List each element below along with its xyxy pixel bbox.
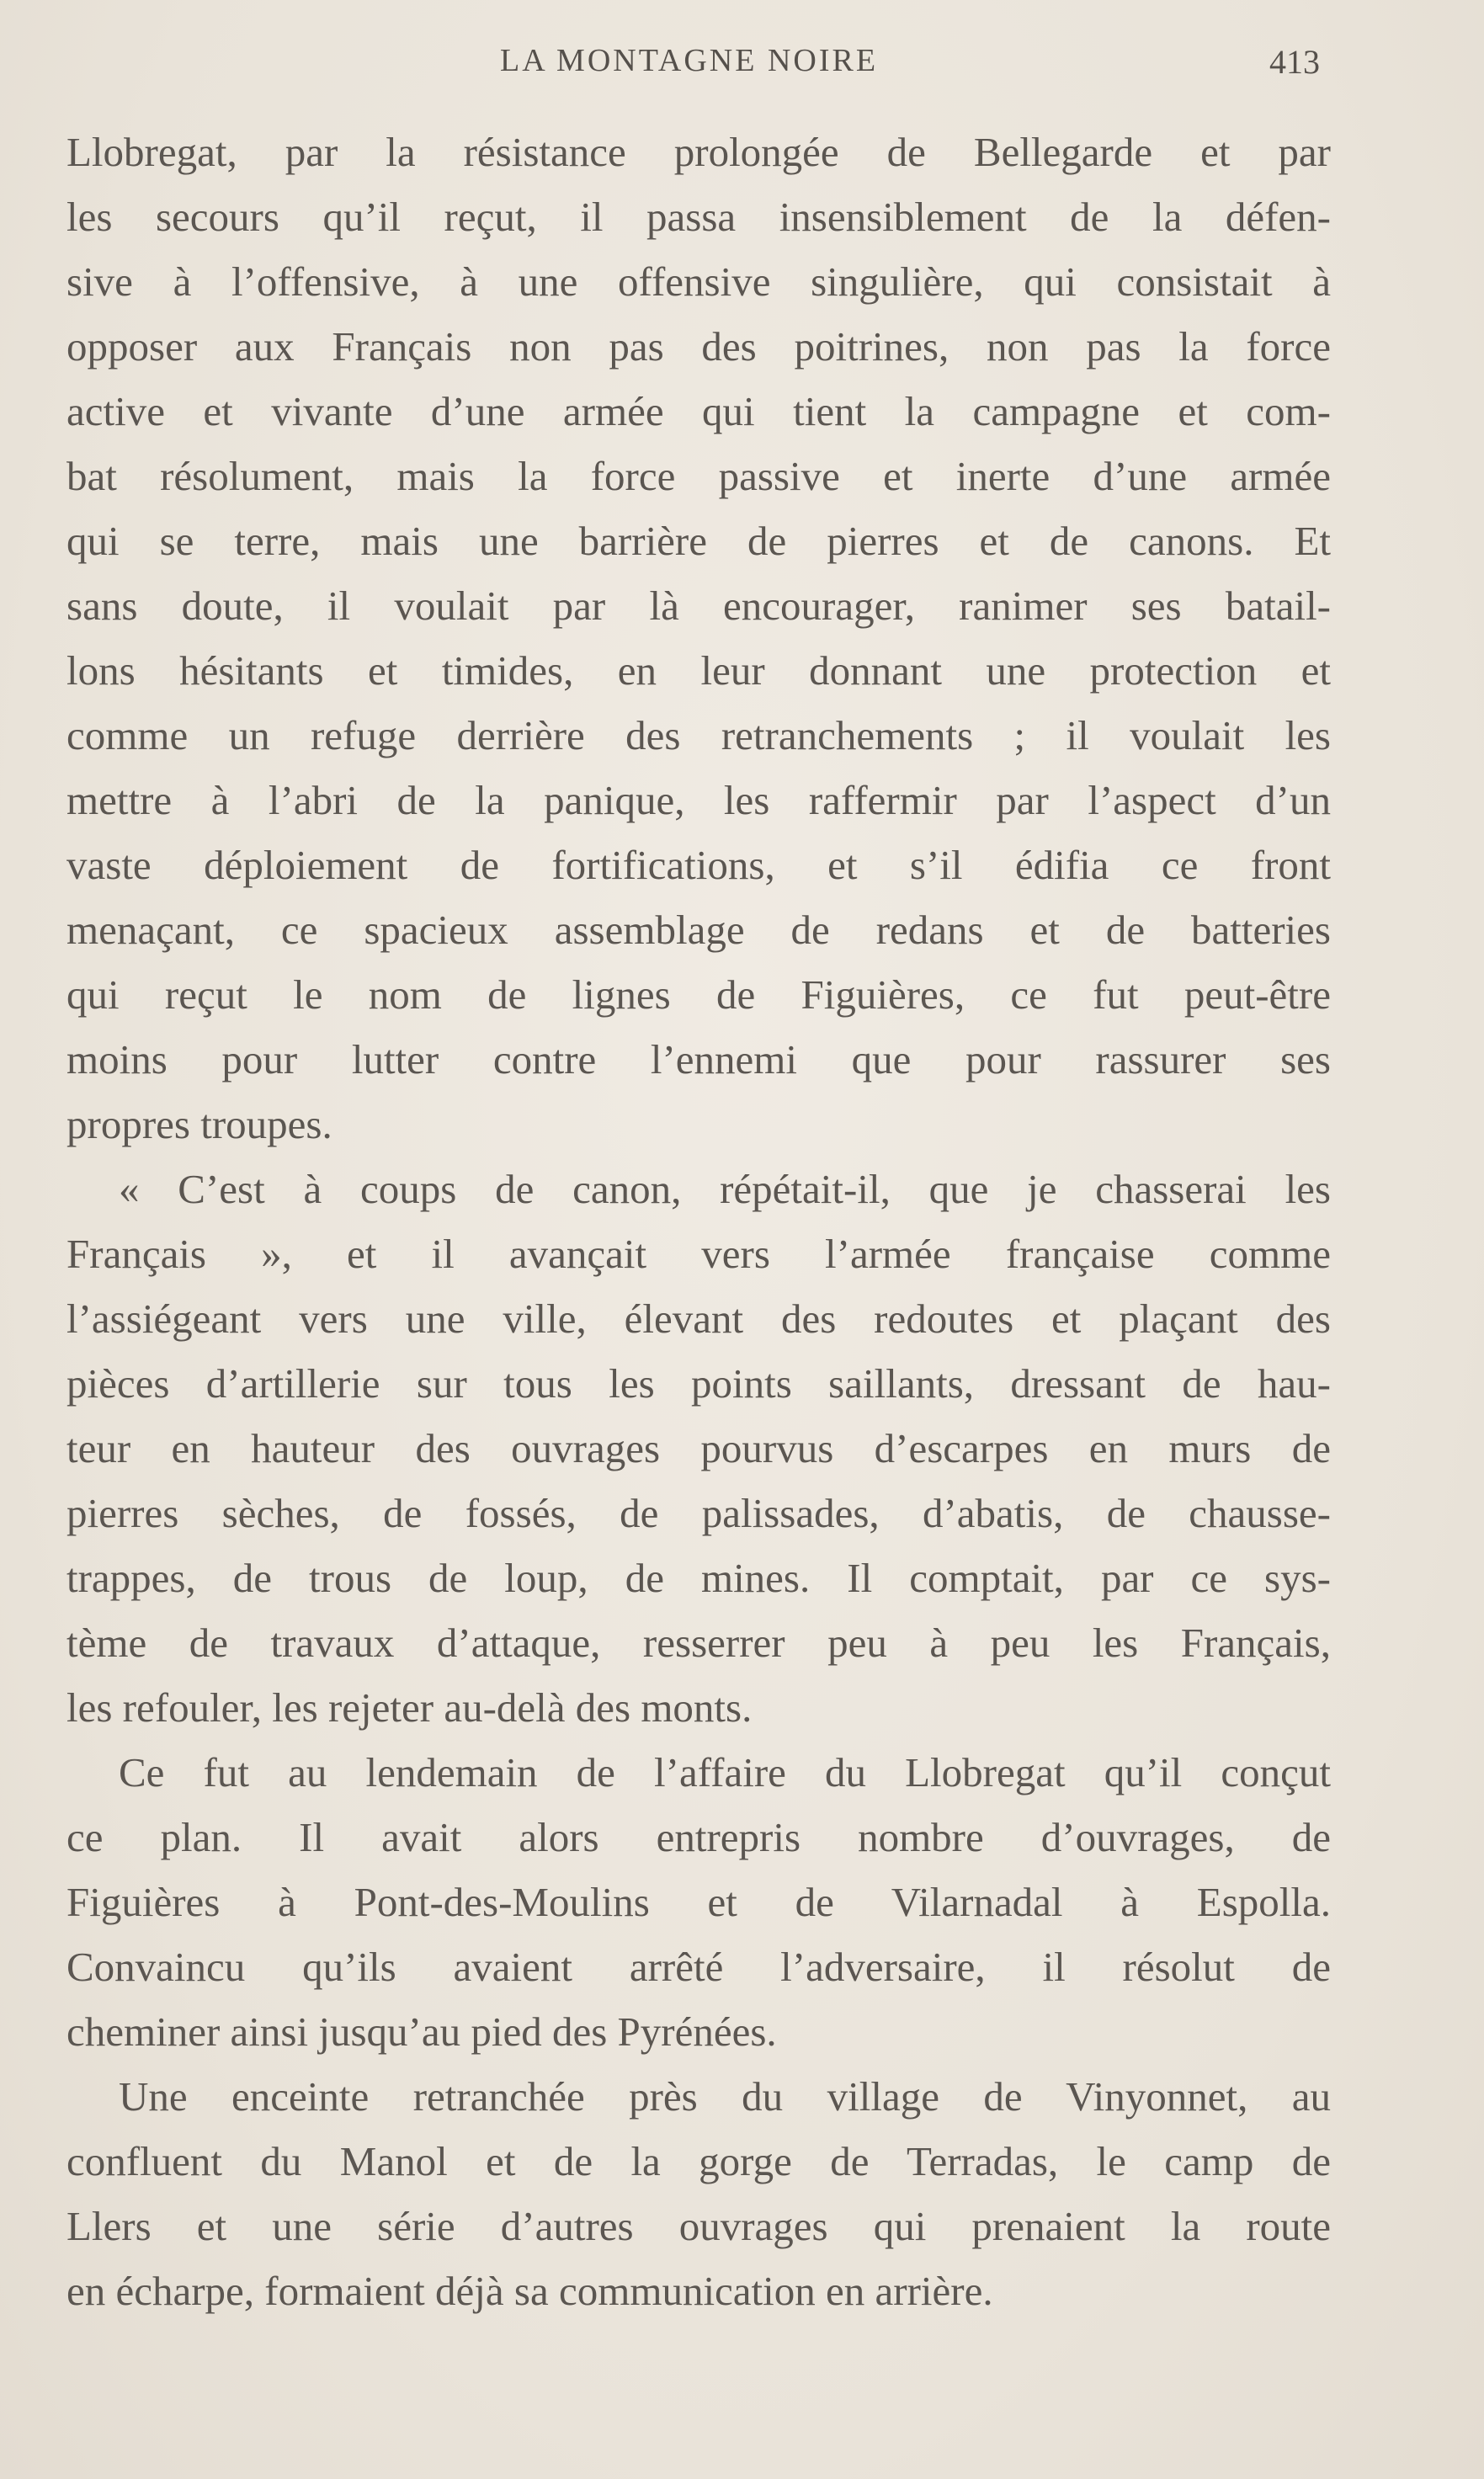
running-header (0, 42, 1484, 93)
text-line: vaste déploiement de fortifications, et s’il édifia ce front (66, 842, 1331, 888)
text-line: Llers et une série d’autres ouvrages qui prenaient la route (66, 2203, 1331, 2249)
text-line: en écharpe, formaient déjà sa communication en arrière. (66, 2268, 993, 2314)
text-line: bat résolument, mais la force passive et inerte d’une armée (66, 453, 1331, 499)
text-line: lons hésitants et timides, en leur donnant une protection et (66, 647, 1331, 694)
text-line: sive à l’offensive, à une offensive singulière, qui consistait à (66, 258, 1331, 305)
running-title: LA MONTAGNE NOIRE (500, 43, 879, 78)
text-line: Ce fut au lendemain de l’affaire du Llobregat qu’il conçut (119, 1749, 1331, 1795)
text-line: pierres sèches, de fossés, de palissades, d’abatis, de chausse- (66, 1490, 1331, 1536)
text-line: les secours qu’il reçut, il passa insensiblement de la défen- (66, 194, 1331, 240)
page-number: 413 (1269, 43, 1320, 81)
text-line: qui reçut le nom de lignes de Figuières, ce fut peut-être (66, 971, 1331, 1018)
body-text (66, 120, 1331, 2323)
text-line: l’assiégeant vers une ville, élevant des redoutes et plaçant des (66, 1295, 1331, 1342)
text-line: teur en hauteur des ouvrages pourvus d’escarpes en murs de (66, 1425, 1331, 1471)
text-line: cheminer ainsi jusqu’au pied des Pyrénées. (66, 2008, 777, 2055)
text-line: propres troupes. (66, 1101, 332, 1147)
text-line: Une enceinte retranchée près du village de Vinyonnet, au (119, 2073, 1331, 2120)
text-line: ce plan. Il avait alors entrepris nombre d’ouvrages, de (66, 1814, 1331, 1860)
text-line: menaçant, ce spacieux assemblage de redans et de batteries (66, 907, 1331, 953)
text-line: sans doute, il voulait par là encourager, ranimer ses batail- (66, 583, 1331, 629)
text-line: Llobregat, par la résistance prolongée de Bellegarde et par (66, 129, 1331, 175)
text-line: « C’est à coups de canon, répétait-il, que je chasserai les (119, 1166, 1331, 1212)
text-line: mettre à l’abri de la panique, les raffermir par l’aspect d’un (66, 777, 1331, 823)
text-line: comme un refuge derrière des retranchements ; il voulait les (66, 712, 1331, 758)
text-line: trappes, de trous de loup, de mines. Il comptait, par ce sys- (66, 1555, 1331, 1601)
text-line: tème de travaux d’attaque, resserrer peu à peu les Français, (66, 1620, 1331, 1666)
text-line: moins pour lutter contre l’ennemi que pour rassurer ses (66, 1036, 1331, 1083)
text-line: Convaincu qu’ils avaient arrêté l’adversaire, il résolut de (66, 1944, 1331, 1990)
text-line: qui se terre, mais une barrière de pierres et de canons. Et (66, 518, 1331, 564)
text-line: opposer aux Français non pas des poitrines, non pas la force (66, 323, 1331, 370)
text-line: Français », et il avançait vers l’armée française comme (66, 1231, 1331, 1277)
text-line: active et vivante d’une armée qui tient la campagne et com- (66, 388, 1331, 434)
text-line: confluent du Manol et de la gorge de Terradas, le camp de (66, 2138, 1331, 2184)
text-line: les refouler, les rejeter au-delà des monts. (66, 1684, 753, 1731)
text-line: pièces d’artillerie sur tous les points saillants, dressant de hau- (66, 1360, 1331, 1407)
text-line: Figuières à Pont-des-Moulins et de Vilarnadal à Espolla. (66, 1879, 1331, 1925)
